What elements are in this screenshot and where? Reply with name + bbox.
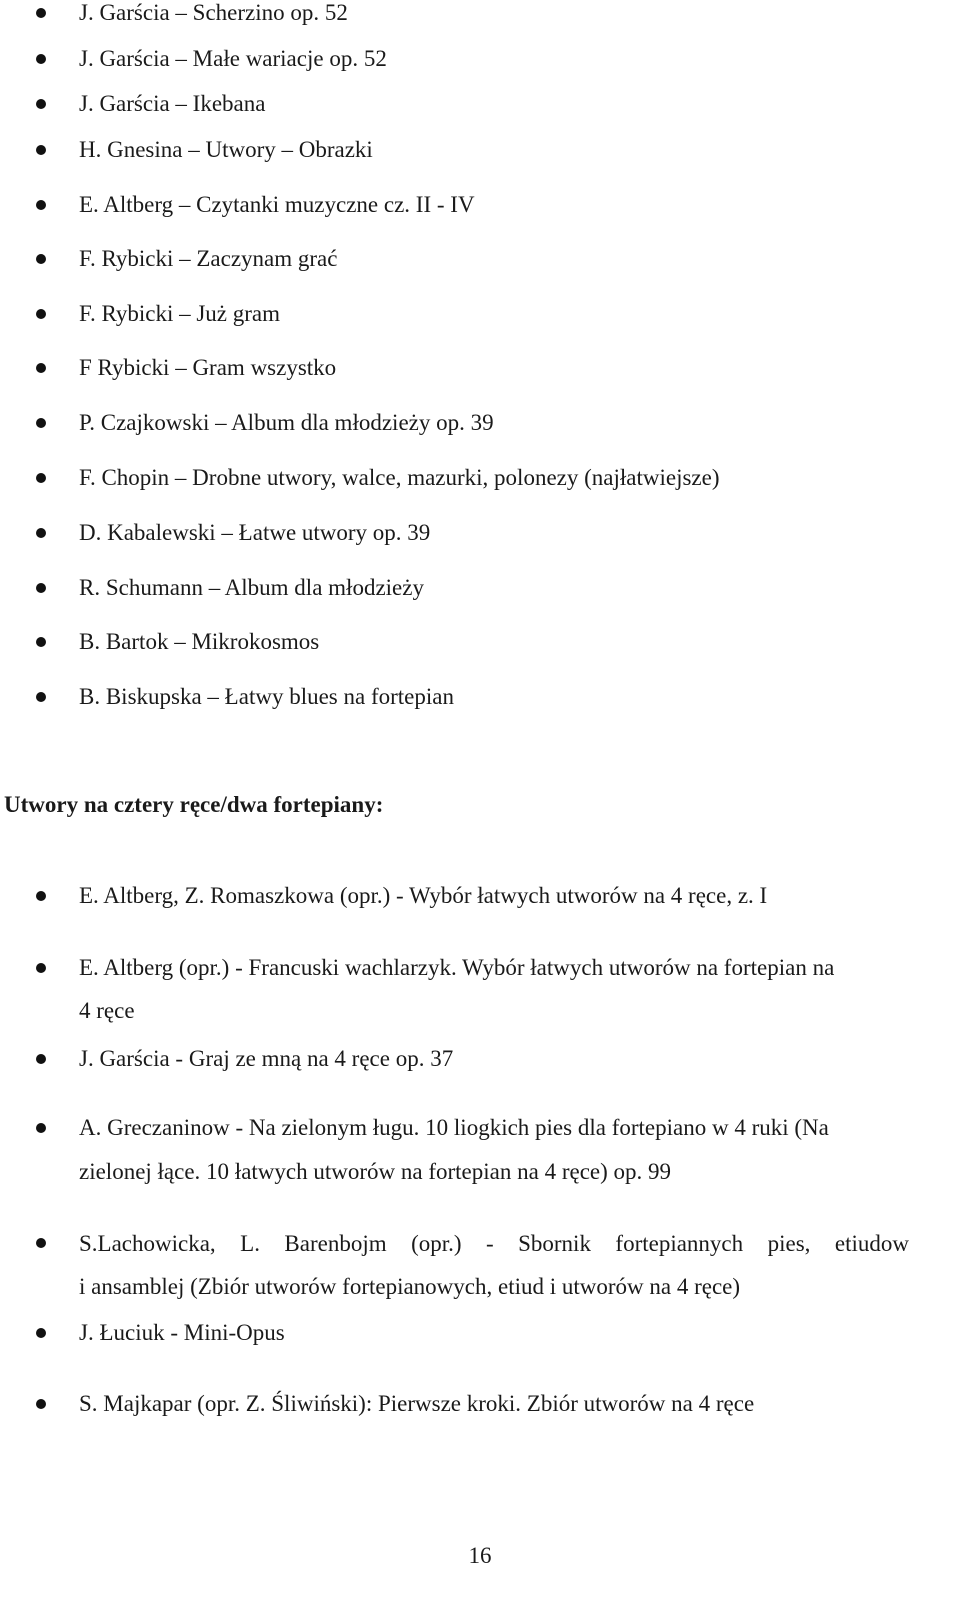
word: Barenbojm [284, 1231, 387, 1256]
list-item-text: F. Rybicki – Już gram [79, 301, 281, 326]
bullet-icon [36, 145, 46, 155]
list-item-continuation: zielonej łące. 10 łatwych utworów na fortepian na 4 ręce) op. 99 [79, 1159, 672, 1184]
bullet-icon [36, 254, 46, 264]
bullet-icon [36, 99, 46, 109]
word: etiudow [834, 1231, 909, 1256]
word: S.Lachowicka, [79, 1231, 216, 1256]
bullet-icon [36, 1399, 46, 1409]
list-item-text: E. Altberg – Czytanki muzyczne cz. II - IV [79, 192, 475, 217]
list-item-text: F Rybicki – Gram wszystko [79, 355, 337, 380]
list-item-text: D. Kabalewski – Łatwe utwory op. 39 [79, 520, 431, 545]
list-item-text: E. Altberg, Z. Romaszkowa (opr.) - Wybór łatwych utworów na 4 ręce, z. I [79, 883, 768, 908]
word: Sbornik [518, 1231, 591, 1256]
word: pies, [767, 1231, 811, 1256]
bullet-icon [36, 1238, 46, 1248]
list-item-text: E. Altberg (opr.) - Francuski wachlarzyk. Wybór łatwych utworów na fortepian na [79, 955, 835, 980]
bullet-icon [36, 1123, 46, 1133]
bullet-icon [36, 1054, 46, 1064]
justified-line [79, 1231, 909, 1257]
word: L. [240, 1231, 260, 1256]
bullet-icon [36, 963, 46, 973]
bullet-icon [36, 1328, 46, 1338]
list-item-text: F. Chopin – Drobne utwory, walce, mazurki, polonezy (najłatwiejsze) [79, 465, 720, 490]
list-item-text: J. Garścia – Ikebana [79, 91, 266, 116]
list-item-text: J. Łuciuk - Mini-Opus [79, 1320, 285, 1345]
word: (opr.) [411, 1231, 462, 1256]
bullet-icon [36, 418, 46, 428]
bullet-icon [36, 891, 46, 901]
list-item-continuation: i ansamblej (Zbiór utworów fortepianowych, etiud i utworów na 4 ręce) [79, 1274, 741, 1299]
bullet-icon [36, 363, 46, 373]
bullet-icon [36, 528, 46, 538]
list-item-text: R. Schumann – Album dla młodzieży [79, 575, 424, 600]
list-item-text: F. Rybicki – Zaczynam grać [79, 246, 338, 271]
bullet-icon [36, 583, 46, 593]
bullet-icon [36, 200, 46, 210]
list-item-text: B. Biskupska – Łatwy blues na fortepian [79, 684, 454, 709]
section-heading: Utwory na cztery ręce/dwa fortepiany: [4, 792, 384, 817]
list-item-text: J. Garścia – Małe wariacje op. 52 [79, 46, 387, 71]
list-item-text: J. Garścia - Graj ze mną na 4 ręce op. 37 [79, 1046, 454, 1071]
word: fortepiannych [615, 1231, 744, 1256]
list-item-text: P. Czajkowski – Album dla młodzieży op. 39 [79, 410, 494, 435]
bullet-icon [36, 473, 46, 483]
bullet-icon [36, 54, 46, 64]
bullet-icon [36, 692, 46, 702]
bullet-icon [36, 8, 46, 18]
list-item-text: J. Garścia – Scherzino op. 52 [79, 0, 348, 25]
list-item-text: H. Gnesina – Utwory – Obrazki [79, 137, 373, 162]
list-item-text: S. Majkapar (opr. Z. Śliwiński): Pierwsze kroki. Zbiór utworów na 4 ręce [79, 1391, 755, 1416]
list-item-text: A. Greczaninow - Na zielonym ługu. 10 liogkich pies dla fortepiano w 4 ruki (Na [79, 1115, 829, 1140]
list-item-continuation: 4 ręce [79, 998, 135, 1023]
word: - [485, 1231, 494, 1256]
bullet-icon [36, 637, 46, 647]
list-item-text: B. Bartok – Mikrokosmos [79, 629, 320, 654]
page-number: 16 [468, 1543, 492, 1568]
bullet-icon [36, 309, 46, 319]
